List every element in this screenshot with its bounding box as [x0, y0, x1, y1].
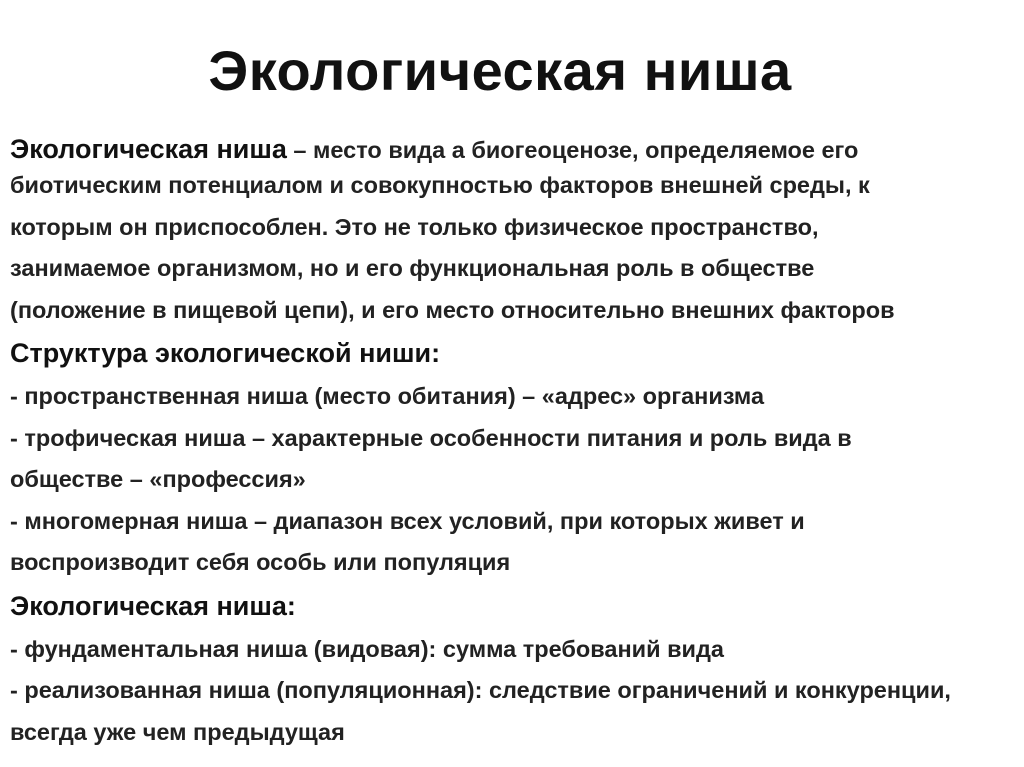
types-heading: Экологическая ниша: — [10, 590, 296, 621]
definition-line: биотическим потенциалом и совокупностью факторов внешней среды, к — [10, 172, 870, 198]
structure-line: - пространственная ниша (место обитания) – «адрес» организма — [10, 383, 765, 409]
structure-heading: Структура экологической ниши: — [10, 338, 441, 368]
structure-line: воспроизводит себя особь или популяция — [10, 549, 511, 575]
types-line: всегда уже чем предыдущая — [10, 718, 345, 745]
definition-first-line-text: – место вида а биогеоценозе, определяемое его — [286, 137, 859, 163]
structure-line: обществе – «профессия» — [10, 466, 306, 492]
definition-first-line — [10, 134, 1020, 165]
definition-line: которым он приспособлен. Это не только физическое пространство, — [10, 213, 819, 240]
slide-content — [10, 134, 1020, 753]
definition-line: (положение в пищевой цепи), и его место относительно внешних факторов — [10, 296, 895, 323]
types-line: - реализованная ниша (популяционная): следствие ограничений и конкуренции, — [10, 677, 951, 703]
structure-line: - трофическая ниша – характерные особенности питания и роль вида в — [10, 424, 852, 451]
types-line: - фундаментальная ниша (видовая): сумма требований вида — [10, 635, 724, 662]
slide-title: Экологическая ниша — [208, 39, 792, 102]
structure-line: - многомерная ниша – диапазон всех условий, при которых живет и — [10, 507, 805, 534]
definition-line: занимаемое организмом, но и его функциональная роль в обществе — [10, 255, 815, 281]
definition-term: Экологическая ниша — [10, 134, 287, 164]
